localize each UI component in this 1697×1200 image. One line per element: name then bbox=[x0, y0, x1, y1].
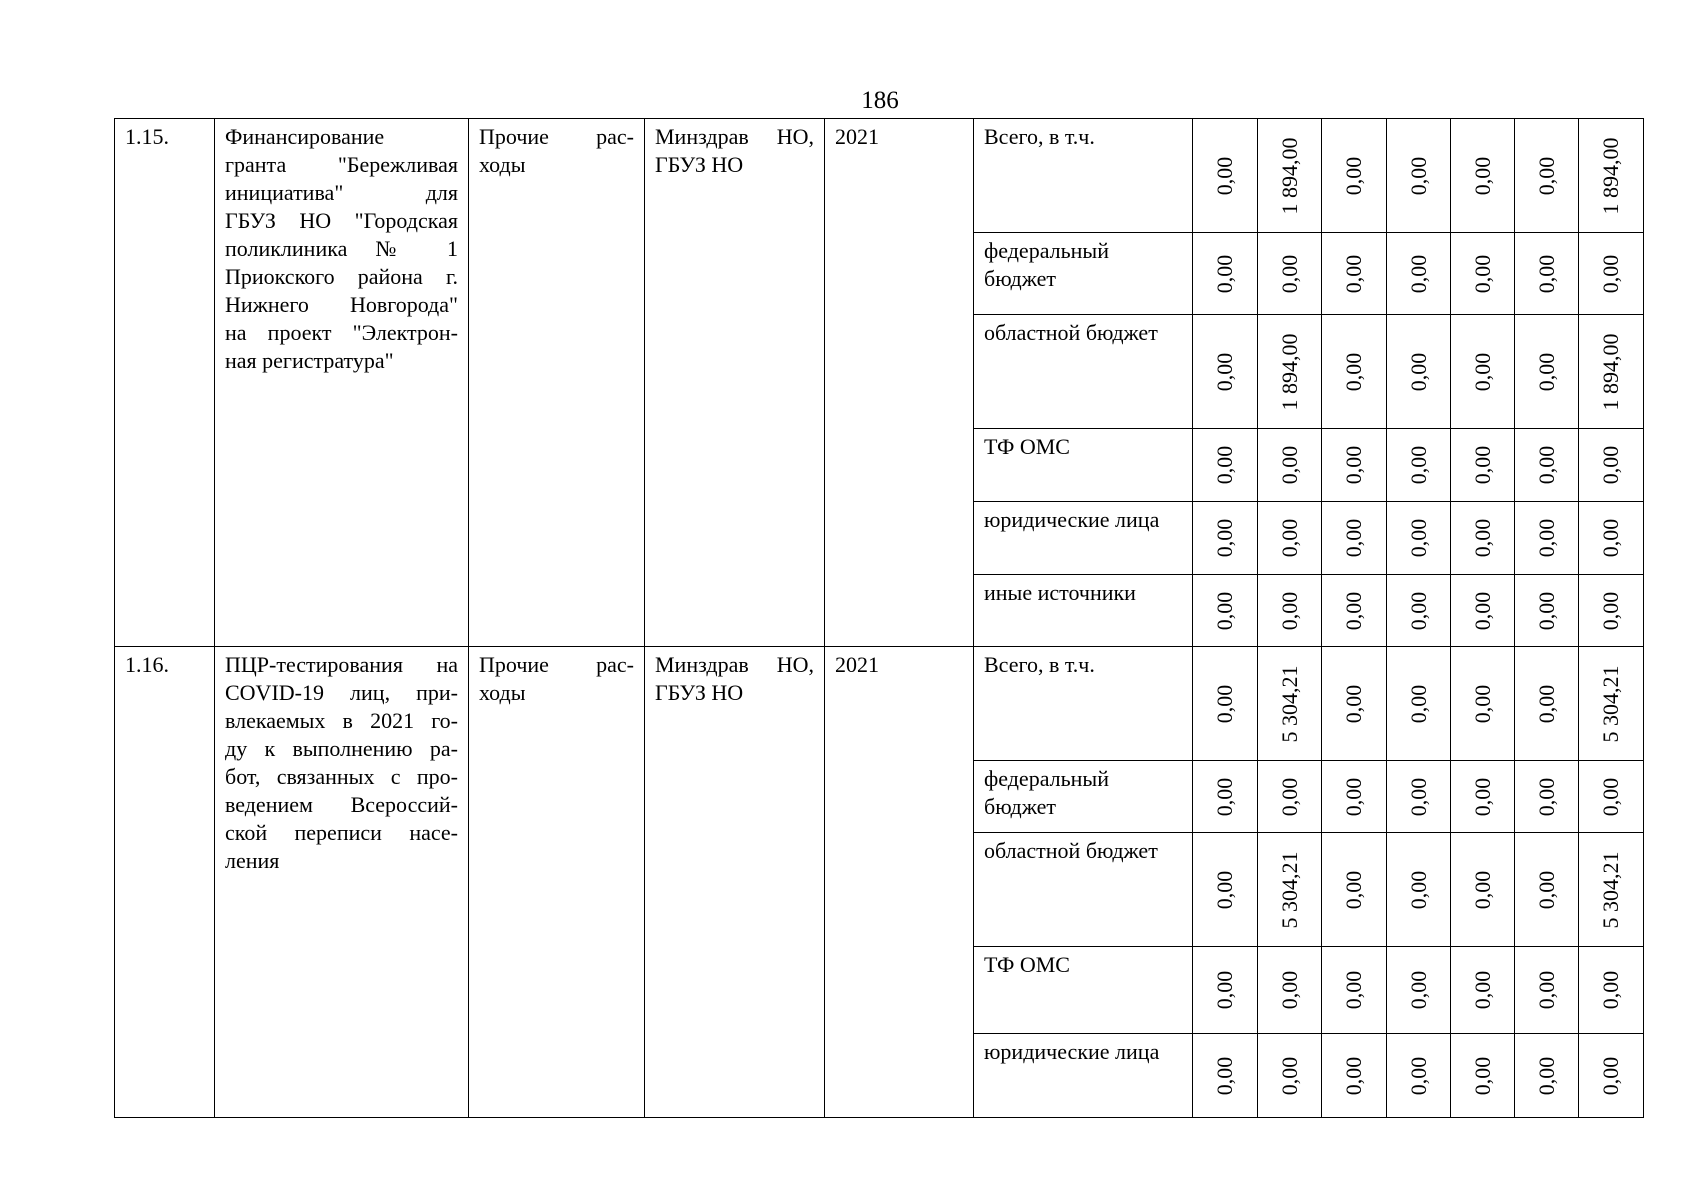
value-text: 0,00 bbox=[1341, 870, 1366, 909]
text-line: бот, связанных с про- bbox=[225, 764, 458, 789]
value-cell bbox=[1387, 947, 1451, 1034]
text-line: COVID-19 лиц, при- bbox=[225, 680, 458, 705]
value-text: 5 304,21 bbox=[1598, 851, 1623, 928]
value-cell bbox=[1515, 502, 1579, 575]
value-cell bbox=[1451, 119, 1515, 233]
value-cell bbox=[1579, 502, 1644, 575]
value-cell bbox=[1579, 947, 1644, 1034]
value-cell bbox=[1258, 429, 1322, 502]
value-cell bbox=[1193, 575, 1258, 647]
text-line: ГБУЗ НО bbox=[655, 152, 744, 177]
value-cell bbox=[1451, 761, 1515, 833]
value-text: 0,00 bbox=[1405, 777, 1431, 816]
value-text: 0,00 bbox=[1276, 1056, 1302, 1095]
text-line: гранта "Бережливая bbox=[225, 152, 458, 177]
funding-source: Всего, в т.ч. bbox=[974, 647, 1193, 761]
value-text: 5 304,21 bbox=[1598, 665, 1623, 742]
text-line: Прочие рас- bbox=[479, 652, 634, 677]
value-text: 0,00 bbox=[1212, 445, 1237, 485]
value-cell bbox=[1515, 575, 1579, 647]
value-cell bbox=[1579, 575, 1644, 647]
value-text: 0,00 bbox=[1598, 254, 1623, 293]
value-cell bbox=[1258, 502, 1322, 575]
value-text: 0,00 bbox=[1341, 1056, 1366, 1095]
value-text: 0,00 bbox=[1533, 518, 1559, 558]
value-cell bbox=[1451, 502, 1515, 575]
value-cell bbox=[1193, 833, 1258, 947]
value-cell bbox=[1387, 761, 1451, 833]
value-text: 1 894,00 bbox=[1598, 137, 1623, 214]
value-cell bbox=[1515, 947, 1579, 1034]
value-cell bbox=[1193, 429, 1258, 502]
value-text: 0,00 bbox=[1341, 591, 1366, 630]
value-text: 0,00 bbox=[1533, 777, 1559, 816]
value-text: 0,00 bbox=[1598, 591, 1623, 630]
value-text: 0,00 bbox=[1533, 352, 1559, 391]
value-text: 0,00 bbox=[1276, 777, 1302, 816]
value-cell bbox=[1515, 761, 1579, 833]
value-text: 1 894,00 bbox=[1598, 333, 1623, 410]
expense-type bbox=[469, 647, 645, 1118]
value-cell bbox=[1451, 233, 1515, 315]
text-line: ду к выполнению ра- bbox=[225, 736, 458, 761]
value-cell bbox=[1322, 119, 1387, 233]
value-text: 0,00 bbox=[1469, 591, 1495, 630]
value-text: 5 304,21 bbox=[1276, 851, 1302, 928]
value-cell bbox=[1515, 647, 1579, 761]
value-cell bbox=[1322, 833, 1387, 947]
text-line: ГБУЗ НО bbox=[655, 680, 744, 705]
value-cell bbox=[1579, 1034, 1644, 1118]
text-line: ходы bbox=[479, 680, 526, 705]
value-cell bbox=[1451, 575, 1515, 647]
item-description bbox=[215, 119, 469, 647]
value-text: 0,00 bbox=[1598, 445, 1623, 485]
value-cell bbox=[1193, 315, 1258, 429]
value-text: 0,00 bbox=[1598, 1056, 1623, 1095]
value-text: 0,00 bbox=[1405, 684, 1431, 723]
value-cell bbox=[1387, 315, 1451, 429]
value-cell bbox=[1387, 233, 1451, 315]
value-text: 0,00 bbox=[1276, 254, 1302, 293]
text-line: ПЦР-тестирования на bbox=[225, 652, 458, 677]
value-text: 0,00 bbox=[1341, 352, 1366, 391]
value-cell bbox=[1258, 575, 1322, 647]
value-text: 0,00 bbox=[1533, 156, 1559, 195]
value-cell bbox=[1387, 429, 1451, 502]
value-cell bbox=[1258, 761, 1322, 833]
value-cell bbox=[1322, 1034, 1387, 1118]
value-cell bbox=[1387, 1034, 1451, 1118]
text-line: Прочие рас- bbox=[479, 124, 634, 149]
funding-source: федеральный бюджет bbox=[974, 233, 1193, 315]
value-cell bbox=[1579, 833, 1644, 947]
value-text: 0,00 bbox=[1212, 518, 1237, 558]
funding-source: федеральный бюджет bbox=[974, 761, 1193, 833]
value-text: 5 304,21 bbox=[1276, 665, 1302, 742]
value-cell bbox=[1451, 647, 1515, 761]
value-text: 0,00 bbox=[1341, 518, 1366, 558]
value-text: 0,00 bbox=[1598, 518, 1623, 558]
text-line: влекаемых в 2021 го- bbox=[225, 708, 458, 733]
item-number: 1.15. bbox=[115, 119, 215, 647]
value-text: 0,00 bbox=[1469, 518, 1495, 558]
value-text: 0,00 bbox=[1469, 777, 1495, 816]
value-cell bbox=[1387, 647, 1451, 761]
value-cell bbox=[1322, 429, 1387, 502]
value-text: 0,00 bbox=[1469, 970, 1495, 1010]
value-text: 1 894,00 bbox=[1276, 137, 1302, 214]
text-line: Минздрав НО, bbox=[655, 652, 814, 677]
text-line: инициатива" для bbox=[225, 180, 458, 205]
value-text: 0,00 bbox=[1469, 684, 1495, 723]
value-cell bbox=[1451, 947, 1515, 1034]
value-text: 0,00 bbox=[1533, 445, 1559, 485]
value-text: 0,00 bbox=[1469, 445, 1495, 485]
value-text: 0,00 bbox=[1469, 870, 1495, 909]
executor bbox=[645, 119, 825, 647]
value-text: 0,00 bbox=[1533, 870, 1559, 909]
value-text: 0,00 bbox=[1341, 156, 1366, 195]
value-cell bbox=[1258, 833, 1322, 947]
value-text: 0,00 bbox=[1276, 591, 1302, 630]
value-cell bbox=[1515, 833, 1579, 947]
item-number: 1.16. bbox=[115, 647, 215, 1118]
value-cell bbox=[1258, 1034, 1322, 1118]
value-cell bbox=[1579, 233, 1644, 315]
text-line: Финансирование bbox=[225, 124, 385, 149]
value-text: 0,00 bbox=[1598, 970, 1623, 1010]
text-line: ГБУЗ НО "Городская bbox=[225, 208, 458, 233]
value-text: 0,00 bbox=[1405, 591, 1431, 630]
value-cell bbox=[1387, 575, 1451, 647]
value-cell bbox=[1193, 761, 1258, 833]
value-cell bbox=[1322, 647, 1387, 761]
value-text: 0,00 bbox=[1533, 1056, 1559, 1095]
value-text: 0,00 bbox=[1469, 1056, 1495, 1095]
value-text: 0,00 bbox=[1212, 591, 1237, 630]
value-text: 0,00 bbox=[1276, 518, 1302, 558]
value-cell bbox=[1258, 947, 1322, 1034]
value-cell bbox=[1322, 502, 1387, 575]
value-cell bbox=[1515, 119, 1579, 233]
value-cell bbox=[1451, 315, 1515, 429]
value-cell bbox=[1322, 761, 1387, 833]
text-line: Нижнего Новгорода" bbox=[225, 292, 458, 317]
value-text: 0,00 bbox=[1405, 1056, 1431, 1095]
value-cell bbox=[1193, 647, 1258, 761]
value-cell bbox=[1193, 502, 1258, 575]
value-cell bbox=[1322, 947, 1387, 1034]
item-description bbox=[215, 647, 469, 1118]
value-text: 0,00 bbox=[1405, 254, 1431, 293]
expense-type bbox=[469, 119, 645, 647]
value-cell bbox=[1193, 1034, 1258, 1118]
value-text: 0,00 bbox=[1212, 352, 1237, 391]
text-line: Минздрав НО, bbox=[655, 124, 814, 149]
value-cell bbox=[1515, 1034, 1579, 1118]
value-cell bbox=[1579, 761, 1644, 833]
value-text: 0,00 bbox=[1405, 870, 1431, 909]
value-cell bbox=[1193, 119, 1258, 233]
value-text: 0,00 bbox=[1341, 684, 1366, 723]
text-line: на проект "Электрон- bbox=[225, 320, 458, 345]
value-cell bbox=[1387, 502, 1451, 575]
value-cell bbox=[1579, 119, 1644, 233]
executor bbox=[645, 647, 825, 1118]
funding-source: ТФ ОМС bbox=[974, 947, 1193, 1034]
value-cell bbox=[1322, 315, 1387, 429]
funding-source: областной бюджет bbox=[974, 833, 1193, 947]
year: 2021 bbox=[825, 647, 974, 1118]
funding-source: Всего, в т.ч. bbox=[974, 119, 1193, 233]
value-text: 0,00 bbox=[1341, 970, 1366, 1010]
value-text: 0,00 bbox=[1405, 156, 1431, 195]
value-cell bbox=[1258, 315, 1322, 429]
value-text: 0,00 bbox=[1276, 445, 1302, 485]
funding-source: ТФ ОМС bbox=[974, 429, 1193, 502]
text-line: ведением Всероссий- bbox=[225, 792, 458, 817]
table-row bbox=[115, 647, 1644, 761]
value-cell bbox=[1193, 233, 1258, 315]
value-text: 0,00 bbox=[1469, 352, 1495, 391]
text-line: Приокского района г. bbox=[225, 264, 458, 289]
value-text: 1 894,00 bbox=[1276, 333, 1302, 410]
value-text: 0,00 bbox=[1212, 1056, 1237, 1095]
value-text: 0,00 bbox=[1405, 352, 1431, 391]
value-cell bbox=[1451, 833, 1515, 947]
text-line: ходы bbox=[479, 152, 526, 177]
value-text: 0,00 bbox=[1405, 445, 1431, 485]
value-cell bbox=[1258, 647, 1322, 761]
value-text: 0,00 bbox=[1212, 684, 1237, 723]
year: 2021 bbox=[825, 119, 974, 647]
value-cell bbox=[1579, 647, 1644, 761]
value-cell bbox=[1322, 233, 1387, 315]
value-text: 0,00 bbox=[1533, 970, 1559, 1010]
value-text: 0,00 bbox=[1212, 870, 1237, 909]
value-cell bbox=[1451, 429, 1515, 502]
funding-source: иные источники bbox=[974, 575, 1193, 647]
value-cell bbox=[1515, 429, 1579, 502]
value-text: 0,00 bbox=[1341, 445, 1366, 485]
value-cell bbox=[1387, 833, 1451, 947]
funding-source: областной бюджет bbox=[974, 315, 1193, 429]
table-row bbox=[115, 119, 1644, 233]
text-line: ской переписи насе- bbox=[225, 820, 458, 845]
funding-source: юридические лица bbox=[974, 1034, 1193, 1118]
value-cell bbox=[1579, 315, 1644, 429]
value-text: 0,00 bbox=[1405, 970, 1431, 1010]
value-text: 0,00 bbox=[1598, 777, 1623, 816]
page-number: 186 bbox=[861, 87, 899, 114]
value-text: 0,00 bbox=[1276, 970, 1302, 1010]
value-text: 0,00 bbox=[1212, 254, 1237, 293]
funding-source: юридические лица bbox=[974, 502, 1193, 575]
value-text: 0,00 bbox=[1341, 254, 1366, 293]
value-text: 0,00 bbox=[1533, 254, 1559, 293]
value-text: 0,00 bbox=[1341, 777, 1366, 816]
text-line: поликлиника № 1 bbox=[225, 236, 458, 261]
text-line: ления bbox=[225, 848, 280, 873]
value-text: 0,00 bbox=[1405, 518, 1431, 558]
value-cell bbox=[1322, 575, 1387, 647]
value-cell bbox=[1193, 947, 1258, 1034]
value-text: 0,00 bbox=[1212, 970, 1237, 1010]
value-text: 0,00 bbox=[1533, 591, 1559, 630]
value-cell bbox=[1515, 315, 1579, 429]
value-cell bbox=[1579, 429, 1644, 502]
value-cell bbox=[1258, 119, 1322, 233]
value-cell bbox=[1258, 233, 1322, 315]
value-text: 0,00 bbox=[1469, 156, 1495, 195]
value-cell bbox=[1451, 1034, 1515, 1118]
value-text: 0,00 bbox=[1533, 684, 1559, 723]
value-text: 0,00 bbox=[1469, 254, 1495, 293]
value-text: 0,00 bbox=[1212, 156, 1237, 195]
value-cell bbox=[1387, 119, 1451, 233]
value-text: 0,00 bbox=[1212, 777, 1237, 816]
value-cell bbox=[1515, 233, 1579, 315]
budget-table bbox=[114, 118, 1644, 1118]
text-line: ная регистратура" bbox=[225, 348, 394, 373]
